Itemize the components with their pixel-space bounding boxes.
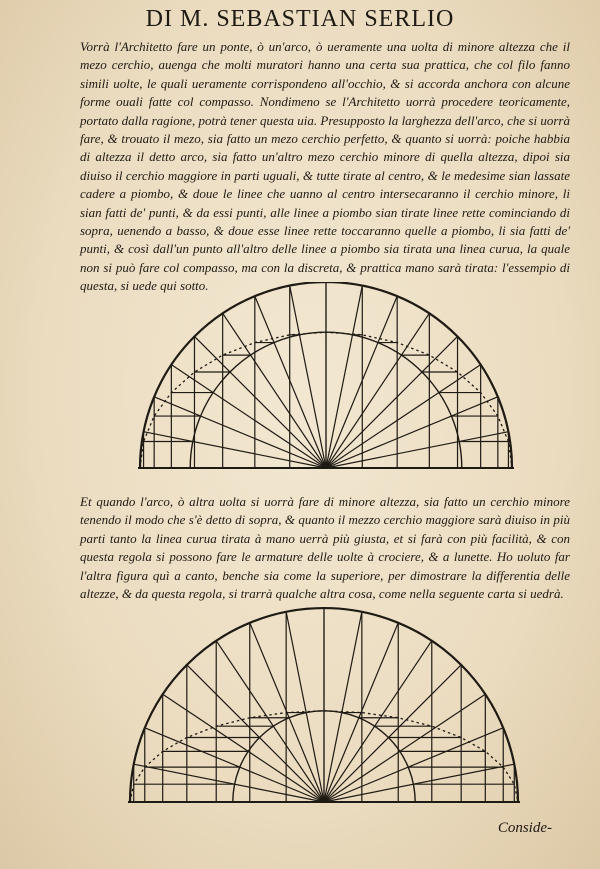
radial-line [324,665,461,802]
running-head: DI M. SEBASTIAN SERLIO [145,6,455,32]
radial-line [326,296,397,468]
radial-line [326,336,458,468]
paragraph-2: Et quando l'arco, ò altra uolta si uorrà fare di minore altezza, sia fatto un cerchio minore tenendo il modo che s'è detto di sopra, & quanto il mezzo cerchio maggiore sarà diuiso in più parti tanto la linea curua tirata à mano uerrà più giusta, et si farà con più facilità, & con questa regola si possono fare le armature delle uolte à crociere, & a lunette. Ho uoluto far l'altra figura quì a canto, benche sia come la superiore, per dimostrare la differentia delle altezze, & da questa regola, si trarrà qualche altra cosa, come nella seguente carta si uedrà. [80,494,570,602]
radial-line [324,623,398,802]
radial-line [326,397,498,468]
figure-arch-2 [124,606,524,806]
figure-arch-2-drawing [124,606,524,806]
figure-arch-1-drawing [134,282,518,472]
radial-line [187,665,324,802]
radial-line [194,336,326,468]
paragraph-1: Vorrà l'Architetto fare un ponte, ò un'arco, ò ueramente una uolta di minore altezza che il mezo cerchio, auenga che molti muratori hanno una certa sua prattica, che col filo fanno simili uolte, le quali ueramente corrispondeno all'occhio, & si accorda anchora con alcune forme ouali fatte col compasso. Nondimeno se l'Architetto uorrà procedere teoricamente, portato dalla ragione, potrà tener questa uia. Presupposto la larghezza dell'arco, che si uorrà fare, & trouato il mezo, sia fatto un mezo cerchio perfetto, & quanto si uorrà: poiche habbia di altezza il detto arco, sia fatto un'altro mezo cerchio minore di quella altezza, dipoi sia diuiso il cerchio maggiore in parti uguali, & tutte tirate al centro, & le medesime sian lassate cadere a piombo, & doue le linee che uanno al centro intersecaranno il cerchio minore, li sian fatti de' punti, & da essi punti, alle linee a piombo sian tirate linee rette cominciando di sopra, uenendo a basso, & doue esse linee rette toccaranno quelle a piombo, li sia fatti de' punti, & così dall'un punto all'altro delle linee a piombo sia tirata una linea curua, la quale non si può fare col compasso, ma con la discreta, & prattica mano sarà tirata: l'essempio di questa, si uede qui sotto. [80,39,570,294]
radial-line [145,728,324,802]
radial-line [154,397,326,468]
catchword: Conside- [497,820,552,836]
radial-line [324,728,503,802]
figure-arch-1 [134,282,518,472]
radial-line [255,296,326,468]
